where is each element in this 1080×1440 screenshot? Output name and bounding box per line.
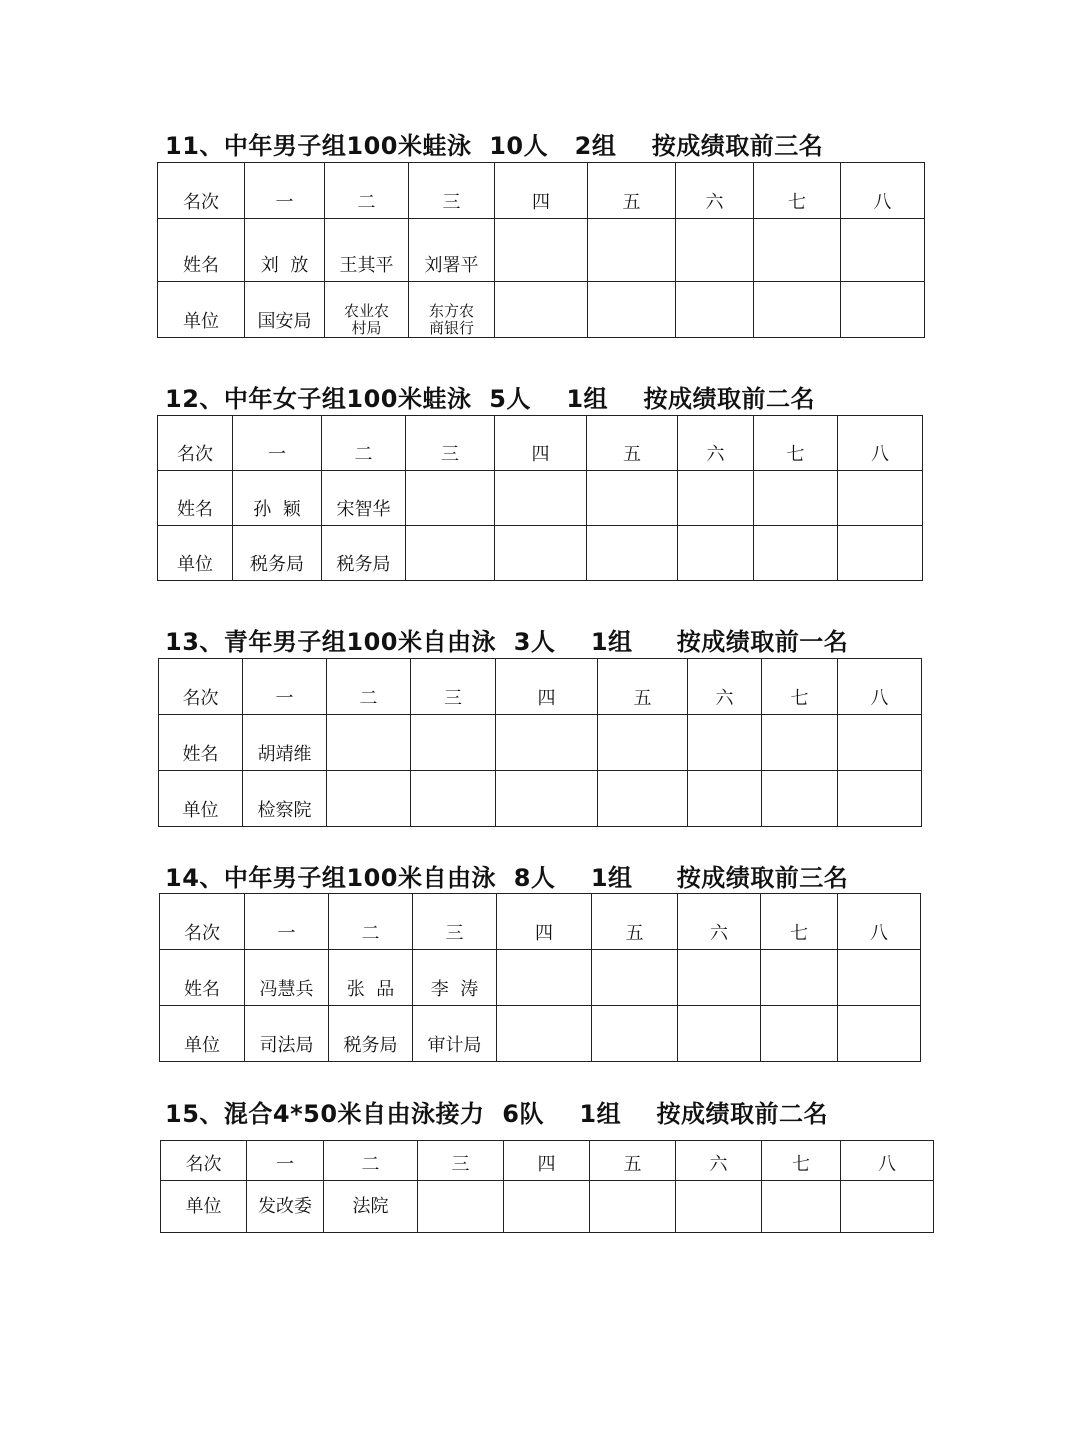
table-cell: 五 [588, 163, 676, 219]
table-cell: 发改委 [247, 1181, 324, 1233]
table-cell: 国安局 [245, 282, 325, 338]
table-cell [495, 471, 587, 526]
table-cell [678, 526, 754, 581]
table-cell [496, 771, 598, 827]
table-cell: 三 [409, 163, 495, 219]
table-cell [592, 1006, 678, 1062]
row-label: 名次 [158, 163, 245, 219]
table-cell: 一 [233, 416, 322, 471]
table-row [158, 471, 923, 526]
table-cell: 二 [329, 894, 413, 950]
table-row [158, 416, 923, 471]
table-cell: 八 [838, 659, 922, 715]
row-label: 名次 [159, 659, 243, 715]
table-cell [406, 526, 495, 581]
section-heading: 13、青年男子组100米自由泳 3人 1组 按成绩取前一名 [165, 628, 849, 656]
table-row [160, 950, 921, 1006]
table-cell: 三 [411, 659, 496, 715]
table-cell [754, 526, 838, 581]
table-row [158, 526, 923, 581]
table-cell: 一 [243, 659, 327, 715]
table-cell: 二 [322, 416, 406, 471]
table-cell [678, 950, 761, 1006]
table-cell: 税务局 [322, 526, 406, 581]
section-heading: 15、混合4*50米自由泳接力 6队 1组 按成绩取前二名 [165, 1100, 828, 1128]
table-cell [838, 471, 923, 526]
row-label: 姓名 [158, 471, 233, 526]
table-cell: 四 [497, 894, 592, 950]
table-cell [678, 1006, 761, 1062]
table-cell: 六 [688, 659, 762, 715]
table-cell [495, 526, 587, 581]
results-table [159, 893, 921, 1062]
table-cell [504, 1181, 590, 1233]
table-cell [495, 219, 588, 282]
table-cell [406, 471, 495, 526]
table-cell: 冯慧兵 [245, 950, 329, 1006]
table-cell [497, 1006, 592, 1062]
table-cell [409, 282, 495, 338]
table-cell [688, 771, 762, 827]
table-cell: 七 [761, 894, 838, 950]
table-cell [754, 219, 841, 282]
table-cell [838, 526, 923, 581]
table-cell: 王其平 [325, 219, 409, 282]
table-row [158, 282, 925, 338]
table-cell: 四 [504, 1141, 590, 1181]
table-cell: 六 [676, 1141, 762, 1181]
row-label: 单位 [158, 526, 233, 581]
table-cell [495, 282, 588, 338]
table-cell: 七 [762, 659, 838, 715]
table-cell: 八 [841, 1141, 934, 1181]
row-label: 单位 [158, 282, 245, 338]
table-cell [676, 1181, 762, 1233]
table-cell: 三 [413, 894, 497, 950]
results-table [157, 162, 925, 338]
row-label: 单位 [160, 1006, 245, 1062]
table-cell [762, 715, 838, 771]
row-label: 名次 [160, 894, 245, 950]
table-cell [588, 282, 676, 338]
row-label: 单位 [159, 771, 243, 827]
row-label: 姓名 [160, 950, 245, 1006]
table-cell [838, 950, 921, 1006]
table-row [158, 163, 925, 219]
row-label: 姓名 [158, 219, 245, 282]
table-cell: 五 [590, 1141, 676, 1181]
table-cell [327, 715, 411, 771]
table-cell [496, 715, 598, 771]
table-cell: 六 [678, 416, 754, 471]
results-table [158, 658, 922, 827]
table-cell: 四 [495, 163, 588, 219]
table-cell [592, 950, 678, 1006]
table-cell: 四 [496, 659, 598, 715]
table-cell: 四 [495, 416, 587, 471]
table-cell: 李 涛 [413, 950, 497, 1006]
table-cell: 七 [762, 1141, 841, 1181]
table-cell: 税务局 [233, 526, 322, 581]
table-cell [590, 1181, 676, 1233]
table-cell: 孙 颖 [233, 471, 322, 526]
table-cell: 法院 [324, 1181, 418, 1233]
table-cell [762, 771, 838, 827]
table-cell [841, 219, 925, 282]
table-row [159, 771, 922, 827]
table-row [159, 659, 922, 715]
table-cell: 张 品 [329, 950, 413, 1006]
table-cell [841, 1181, 934, 1233]
table-row [161, 1181, 934, 1233]
table-cell: 五 [587, 416, 678, 471]
table-row [158, 219, 925, 282]
row-label: 单位 [161, 1181, 247, 1233]
table-cell: 司法局 [245, 1006, 329, 1062]
section-heading: 11、中年男子组100米蛙泳 10人 2组 按成绩取前三名 [165, 132, 824, 160]
row-label: 名次 [161, 1141, 247, 1181]
results-table [157, 415, 923, 581]
table-cell: 二 [327, 659, 411, 715]
table-cell [497, 950, 592, 1006]
table-cell: 七 [754, 416, 838, 471]
table-cell: 刘 放 [245, 219, 325, 282]
table-cell: 二 [325, 163, 409, 219]
cell-text: 农业农村局 [343, 302, 389, 337]
table-cell: 三 [406, 416, 495, 471]
table-cell [761, 950, 838, 1006]
table-cell: 六 [676, 163, 754, 219]
table-cell [588, 219, 676, 282]
table-cell: 七 [754, 163, 841, 219]
table-cell: 八 [838, 416, 923, 471]
table-cell [676, 282, 754, 338]
row-label: 名次 [158, 416, 233, 471]
table-row [161, 1141, 934, 1181]
table-cell: 五 [598, 659, 688, 715]
table-cell [598, 715, 688, 771]
table-cell: 六 [678, 894, 761, 950]
results-table [160, 1140, 934, 1233]
table-cell: 胡靖维 [243, 715, 327, 771]
table-cell [762, 1181, 841, 1233]
table-cell [838, 715, 922, 771]
table-cell [418, 1181, 504, 1233]
table-cell: 宋智华 [322, 471, 406, 526]
table-cell [325, 282, 409, 338]
table-cell: 一 [245, 894, 329, 950]
table-cell: 八 [838, 894, 921, 950]
table-cell: 八 [841, 163, 925, 219]
table-row [160, 894, 921, 950]
table-cell: 税务局 [329, 1006, 413, 1062]
section-heading: 12、中年女子组100米蛙泳 5人 1组 按成绩取前二名 [165, 385, 815, 413]
table-cell: 五 [592, 894, 678, 950]
table-row [160, 1006, 921, 1062]
table-cell [598, 771, 688, 827]
table-cell: 刘署平 [409, 219, 495, 282]
table-cell [678, 471, 754, 526]
table-cell: 二 [324, 1141, 418, 1181]
cell-text: 东方农商银行 [428, 302, 474, 337]
table-cell: 检察院 [243, 771, 327, 827]
row-label: 姓名 [159, 715, 243, 771]
table-cell [411, 771, 496, 827]
table-cell [838, 1006, 921, 1062]
table-cell [411, 715, 496, 771]
table-cell [838, 771, 922, 827]
table-cell [688, 715, 762, 771]
table-cell [587, 471, 678, 526]
table-cell: 三 [418, 1141, 504, 1181]
table-cell [587, 526, 678, 581]
table-row [159, 715, 922, 771]
table-cell: 一 [247, 1141, 324, 1181]
section-heading: 14、中年男子组100米自由泳 8人 1组 按成绩取前三名 [165, 864, 849, 892]
table-cell [754, 282, 841, 338]
table-cell [841, 282, 925, 338]
table-cell [327, 771, 411, 827]
table-cell [754, 471, 838, 526]
table-cell [676, 219, 754, 282]
table-cell: 一 [245, 163, 325, 219]
table-cell [761, 1006, 838, 1062]
table-cell: 审计局 [413, 1006, 497, 1062]
